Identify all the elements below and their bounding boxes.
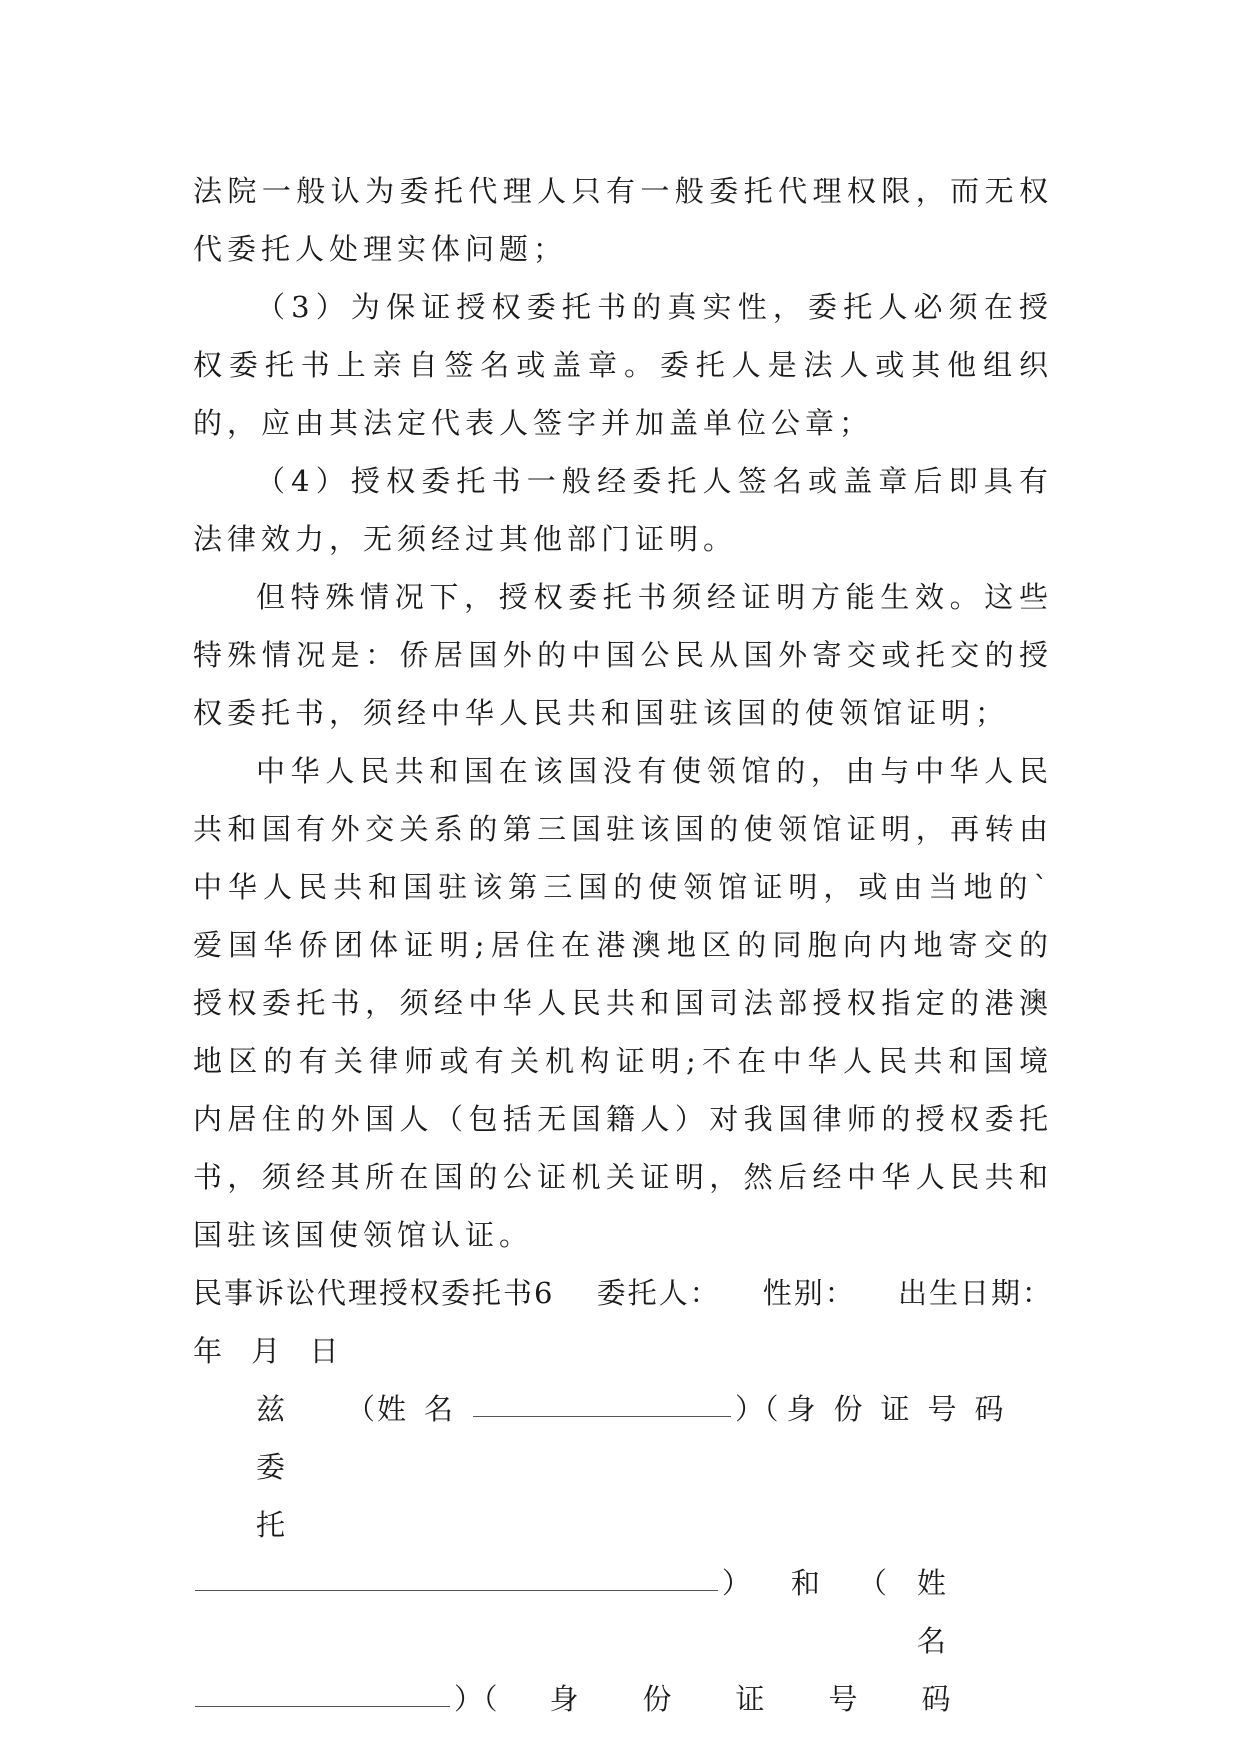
form-row-1	[193, 1380, 1053, 1554]
month-label: 月	[251, 1334, 283, 1368]
paragraph-4: 但特殊情况下，授权委托书须经证明方能生效。这些特殊情况是：侨居国外的中国公民从国外寄交或托交的授权委托书，须经中华人民共和国驻该国的使领馆证明；	[193, 580, 1053, 730]
form-title-line	[193, 1264, 1053, 1322]
birth-date-line	[193, 1322, 1053, 1380]
form-title: 民事诉讼代理授权委托书6	[193, 1276, 555, 1310]
entrust-prefix-wrap	[256, 1380, 328, 1554]
and-label: 和	[790, 1566, 820, 1600]
year-label: 年	[193, 1334, 225, 1368]
open-paren: （	[346, 1392, 376, 1426]
paragraph-2: （3）为保证授权委托书的真实性，委托人必须在授权委托书上亲自签名或盖章。委托人是法人或其他组织的，应由其法定代表人签字并加盖单位公章；	[193, 290, 1053, 440]
birth-date-label: 出生日期：	[897, 1276, 1053, 1310]
day-label: 日	[309, 1334, 341, 1368]
close-paren: ）	[721, 1566, 751, 1600]
gender-label: 性别：	[762, 1276, 856, 1310]
id-blank-1[interactable]	[195, 1566, 718, 1591]
name-label-1: 姓名	[377, 1392, 472, 1426]
id-label-1: 身份证号码	[786, 1392, 1022, 1426]
paragraph-3: （4）授权委托书一般经委托人签名或盖章后即具有法律效力，无须经过其他部门证明。	[193, 464, 1053, 556]
form-row-2	[193, 1554, 1053, 1670]
entrust-prefix: 兹委托	[256, 1392, 300, 1542]
paragraph-5: 中华人民共和国在该国没有使领馆的，由与中华人民共和国有外交关系的第三国驻该国的使领馆证明，再转由中华人民共和国驻该第三国的使领馆证明，或由当地的`爱国华侨团体证明;居住在港澳地区的同胞向内地寄交的授权委托书，须经中华人民共和国司法部授权指定的港澳地区的有关律师或有关机构证明;不在中华人民共和国境内居住的外国人（包括无国籍人）对我国律师的授权委托书，须经其所在国的公证机关证明，然后经中华人民共和国驻该国使领馆认证。	[193, 754, 1053, 1252]
name-blank-2[interactable]	[195, 1682, 450, 1707]
name-blank-1[interactable]	[473, 1392, 731, 1417]
principal-label: 委托人：	[596, 1276, 721, 1310]
close-open-paren-2: ）（	[454, 1682, 498, 1716]
name-label-2: 姓名	[916, 1566, 986, 1658]
open-paren-2: （	[857, 1566, 887, 1600]
close-open-paren: ）（	[735, 1392, 779, 1426]
document-body	[193, 162, 1053, 1728]
form-row-3	[193, 1670, 1053, 1728]
id-label-2: 身份证号码	[549, 1682, 1015, 1716]
paragraph-1: 法院一般认为委托代理人只有一般委托代理权限，而无权代委托人处理实体问题；	[193, 174, 1053, 266]
